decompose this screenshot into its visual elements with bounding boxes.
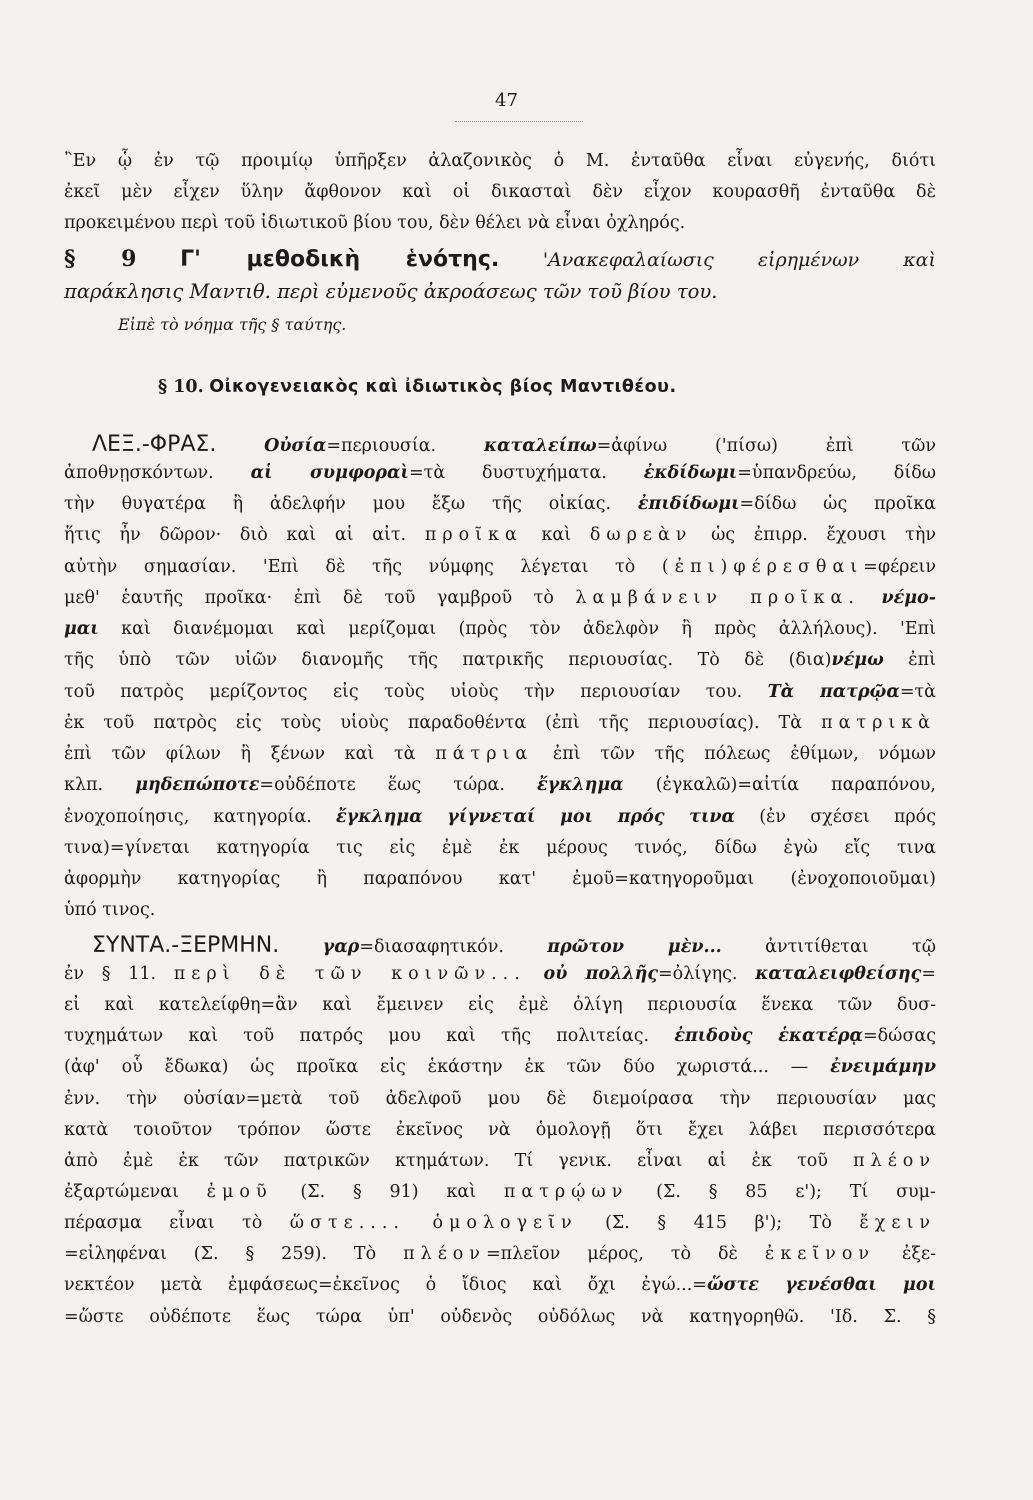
synt-spaced: περὶ δὲ τῶν κοινῶν...: [173, 964, 526, 984]
lex-term: αἱ συμφοραὶ: [250, 463, 409, 483]
synt-spaced: ὥστε....: [289, 1213, 405, 1233]
synt-text: (Σ. § 91) καὶ: [300, 1182, 477, 1202]
lex-spaced: λαμβάνειν προῖκα.: [575, 588, 860, 608]
synt-text: =εἰληφέναι (Σ. § 259). Τὸ: [64, 1244, 377, 1264]
synt-text: τυχημάτων καὶ τοῦ πατρός μου καὶ τῆς πολιτείας.: [64, 1026, 650, 1046]
section9-title: Γ' μεθοδικὴ ἑνότης.: [180, 247, 500, 272]
section9-heading: [64, 247, 936, 275]
lex-text: ὡς ἐπιρρ. ἔχουσι τὴν: [711, 525, 936, 545]
page-number-rule: [455, 121, 583, 122]
lex-term: μαι: [64, 619, 99, 639]
synt-spaced: πλέον: [853, 1151, 936, 1171]
lex-term: Οὐσία: [264, 436, 327, 456]
lex-line-16: ὑπό τινος.: [64, 900, 156, 920]
lex-line-8: [64, 648, 936, 672]
synt-spaced: πλέον: [403, 1244, 486, 1264]
lex-term: νέμω: [831, 650, 884, 670]
lex-text: καὶ διανέμομαι καὶ μερίζομαι (πρὸς τὸν ἀδελφὸν ἢ πρὸς ἀλλήλους). 'Επὶ: [121, 619, 936, 639]
lex-text: =δίδω ὡς προῖκα: [739, 494, 936, 514]
lex-spaced: προῖκα: [424, 525, 523, 545]
synt-line-11: [64, 1242, 936, 1266]
synt-text: =ὀλίγης.: [658, 964, 738, 984]
lex-spaced: πατρικὰ: [821, 713, 936, 733]
lex-text: αὐτὴν σημασίαν. 'Επὶ δὲ τῆς νύμφης λέγεται τὸ: [64, 557, 636, 577]
lex-term: ἐπιδίδωμι: [637, 494, 740, 514]
synt-line-6: ἐνν. τὴν οὐσίαν=μετὰ τοῦ ἀδελφοῦ μου δὲ διεμοίρασα τὴν περιουσίαν μας: [64, 1089, 936, 1109]
synt-term: οὐ πολλῆς: [543, 964, 658, 984]
lex-text: ἐκ τοῦ πατρὸς εἰς τοὺς υἱοὺς παραδοθέντα (ἐπὶ τῆς περιουσίας). Τὰ: [64, 713, 803, 733]
synt-line-10: [64, 1211, 936, 1235]
lex-text: =ὑπανδρεύω, δίδω: [737, 463, 936, 483]
lex-line-5: [64, 555, 936, 579]
lex-term: νέμο-: [881, 588, 936, 608]
synt-text: πέρασμα εἶναι τὸ: [64, 1213, 263, 1233]
lex-line-13: [64, 805, 936, 829]
synt-line-8: [64, 1149, 936, 1173]
synt-term: γαρ: [322, 937, 360, 957]
lex-text: (ἐγκαλῶ)=αἰτία παραπόνου,: [655, 775, 936, 795]
synt-term: ὥστε γενέσθαι μοι: [706, 1275, 936, 1295]
section9-question: Εἰπὲ τὸ νόημα τῆς § ταύτης.: [118, 315, 347, 334]
section10-title: Οἰκογενειακὸς καὶ ἰδιωτικὸς βίος Μαντιθέου.: [209, 377, 677, 397]
lex-text: ἐπὶ τῶν τῆς πόλεως ἐθίμων, νόμων: [552, 744, 936, 764]
lex-text: κλπ.: [64, 775, 104, 795]
lex-text: ἥτις ἦν δῶρον· διὸ καὶ αἱ αἰτ.: [64, 525, 407, 545]
synt-line-3: εἰ καὶ κατελείφθη=ἂν καὶ ἔμεινεν εἰς ἐμὲ ὀλίγη περιουσία ἕνεκα τῶν δυσ-: [64, 995, 936, 1015]
lex-line-15: ἀφορμὴν κατηγορίας ἢ παραπόνου κατ' ἐμοῦ=κατηγοροῦμαι (ἐνοχοποιοῦμαι): [64, 869, 936, 889]
synt-text: ἐξε-: [901, 1244, 936, 1264]
synt-spaced: ὁμολογεῖν: [432, 1213, 578, 1233]
lex-line-14: τινα)=γίνεται κατηγορία τις εἰς ἐμὲ ἐκ μέρους τινός, δίδω ἐγὼ εἴς τινα: [64, 838, 936, 858]
synt-text: =διασαφητικόν.: [359, 937, 504, 957]
lex-text: ἐνοχοποίησις, κατηγορία.: [64, 807, 312, 827]
synt-spaced: ἐκεῖνον: [764, 1244, 875, 1264]
synt-line-13: =ὥστε οὐδέποτε ἕως τώρα ὑπ' οὐδενὸς οὐδόλως νὰ κατηγορηθῶ. 'Ιδ. Σ. §: [64, 1307, 936, 1327]
lex-text: =φέρειν: [863, 557, 936, 577]
lex-text: τοῦ πατρὸς μερίζοντος εἰς τοὺς υἱοὺς τὴν περιουσίαν του.: [64, 682, 743, 702]
synt-text: =δώσας: [862, 1026, 937, 1046]
lex-text: =τὰ: [899, 682, 936, 702]
lex-text: τῆς ὑπὸ τῶν υἱῶν διανομῆς τῆς πατρικῆς περιουσίας. Τὸ δὲ (δια): [64, 650, 832, 670]
lex-line-1: [92, 433, 936, 458]
lex-text: ἐπὶ: [908, 650, 936, 670]
lex-line-10: [64, 711, 936, 735]
synt-text: ἐν § 11.: [64, 964, 157, 984]
synt-line-5: [64, 1055, 936, 1079]
lex-line-3: [64, 492, 936, 516]
lex-line-9: [64, 680, 936, 704]
synt-line-1: [92, 934, 936, 959]
synt-text: (Σ. § 85 ε'); Τί συμ-: [656, 1182, 936, 1202]
synt-line-2: [64, 962, 936, 986]
lex-line-12: [64, 773, 936, 797]
lex-term: καταλείπω: [483, 436, 597, 456]
lex-spaced: δωρεὰν: [589, 525, 693, 545]
intro-line-3: προκειμένου περὶ τοῦ ἰδιωτικοῦ βίου του, δὲν θέλει νὰ εἶναι ὀχληρός.: [64, 213, 686, 233]
lex-line-4: [64, 523, 936, 547]
synt-line-7: κατὰ τοιοῦτον τρόπον ὥστε ἐκεῖνος νὰ ὁμολογῇ ὅτι ἔχει λάβει περισσότερα: [64, 1120, 936, 1140]
synt-text: νεκτέον μετὰ ἐμφάσεως=ἐκεῖνος ὁ ἴδιος καὶ ὄχι ἐγώ...=: [64, 1275, 707, 1295]
synt-label: ΣΥΝΤΑ.-ΞΕΡΜΗΝ.: [92, 933, 280, 958]
section9-marker: § 9: [64, 246, 137, 272]
lex-line-7: [64, 617, 936, 641]
lex-text: τὴν θυγατέρα ἢ ἀδελφήν μου ἔξω τῆς οἰκίας.: [64, 494, 612, 514]
lex-label: ΛΕΞ.-ΦΡΑΣ.: [92, 432, 217, 457]
lex-term: ἔγκλημα: [537, 775, 624, 795]
lex-text: μεθ' ἑαυτῆς προῖκα· ἐπὶ δὲ τοῦ γαμβροῦ τὸ: [64, 588, 554, 608]
lex-text: ἀποθνῃσκόντων.: [64, 463, 214, 483]
section10-marker: § 10.: [158, 377, 204, 397]
intro-line-2: ἐκεῖ μὲν εἶχεν ὕλην ἄφθονον καὶ οἱ δικασταὶ δὲν εἶχον κουρασθῆ ἐνταῦθα δὲ: [64, 182, 936, 202]
lex-spaced: πάτρια: [435, 744, 534, 764]
section9-summary: 'Ανακεφαλαίωσις εἰρημένων καὶ: [542, 249, 936, 271]
page-number: 47: [495, 90, 518, 111]
synt-text: ἐξαρτώμεναι: [64, 1182, 179, 1202]
synt-text: ἀντιτίθεται τῷ: [765, 937, 936, 957]
synt-text: (Σ. § 415 β'); Τὸ: [605, 1213, 832, 1233]
lex-text: καὶ: [541, 525, 572, 545]
lex-line-6: [64, 586, 936, 610]
lex-spaced: (ἐπι)φέρεσθαι: [661, 557, 864, 577]
lex-term: Τὰ πατρῷα: [767, 682, 900, 702]
synt-text: =πλεῖον μέρος, τὸ δὲ: [485, 1244, 738, 1264]
lex-text: =οὐδέποτε ἕως τώρα.: [259, 775, 505, 795]
synt-term: καταλειφθείσης: [755, 964, 922, 984]
synt-text: ἀπὸ ἐμὲ ἐκ τῶν πατρικῶν κτημάτων. Τί γενικ. εἶναι αἱ ἐκ τοῦ: [64, 1151, 828, 1171]
synt-term: ἐνειμάμην: [830, 1057, 936, 1077]
lex-term: μηδεπώποτε: [135, 775, 260, 795]
synt-spaced: ἔχειν: [859, 1213, 936, 1233]
synt-text: =: [921, 964, 936, 984]
lex-text: =περιουσία.: [326, 436, 437, 456]
lex-term: ἔγκλημα γίγνεταί μοι πρός τινα: [336, 807, 736, 827]
lex-text: =τὰ δυστυχήματα.: [408, 463, 607, 483]
synt-line-4: [64, 1024, 936, 1048]
lex-term: ἐκδίδωμι: [643, 463, 738, 483]
lex-line-11: [64, 742, 936, 766]
lex-text: ἐπὶ τῶν φίλων ἢ ξένων καὶ τὰ: [64, 744, 416, 764]
section9-line-2: παράκλησις Μαντιθ. περὶ εὐμενοῦς ἀκροάσεως τῶν τοῦ βίου του.: [64, 280, 718, 303]
synt-term: ἐπιδοὺς ἑκατέρᾳ: [674, 1026, 863, 1046]
section10-heading: [158, 377, 677, 397]
lex-line-2: [64, 461, 936, 485]
synt-term: πρῶτον μὲν...: [547, 937, 722, 957]
synt-line-12: [64, 1273, 936, 1297]
synt-spaced: ἐμοῦ: [206, 1182, 273, 1202]
lex-text: =ἀφίνω ('πίσω) ἐπὶ τῶν: [596, 436, 936, 456]
synt-spaced: πατρῴων: [503, 1182, 629, 1202]
lex-text: (ἐν σχέσει πρός: [759, 807, 936, 827]
intro-line-1: ῍Εν ᾧ ἐν τῷ προιμίῳ ὑπῆρξεν ἀλαζονικὸς ὁ Μ. ἐνταῦθα εἶναι εὐγενής, διότι: [64, 151, 936, 171]
synt-line-9: [64, 1180, 936, 1204]
synt-text: (ἀφ' οὗ ἔδωκα) ὡς προῖκα εἰς ἑκάστην ἐκ τῶν δύο χωριστά... —: [64, 1057, 809, 1077]
